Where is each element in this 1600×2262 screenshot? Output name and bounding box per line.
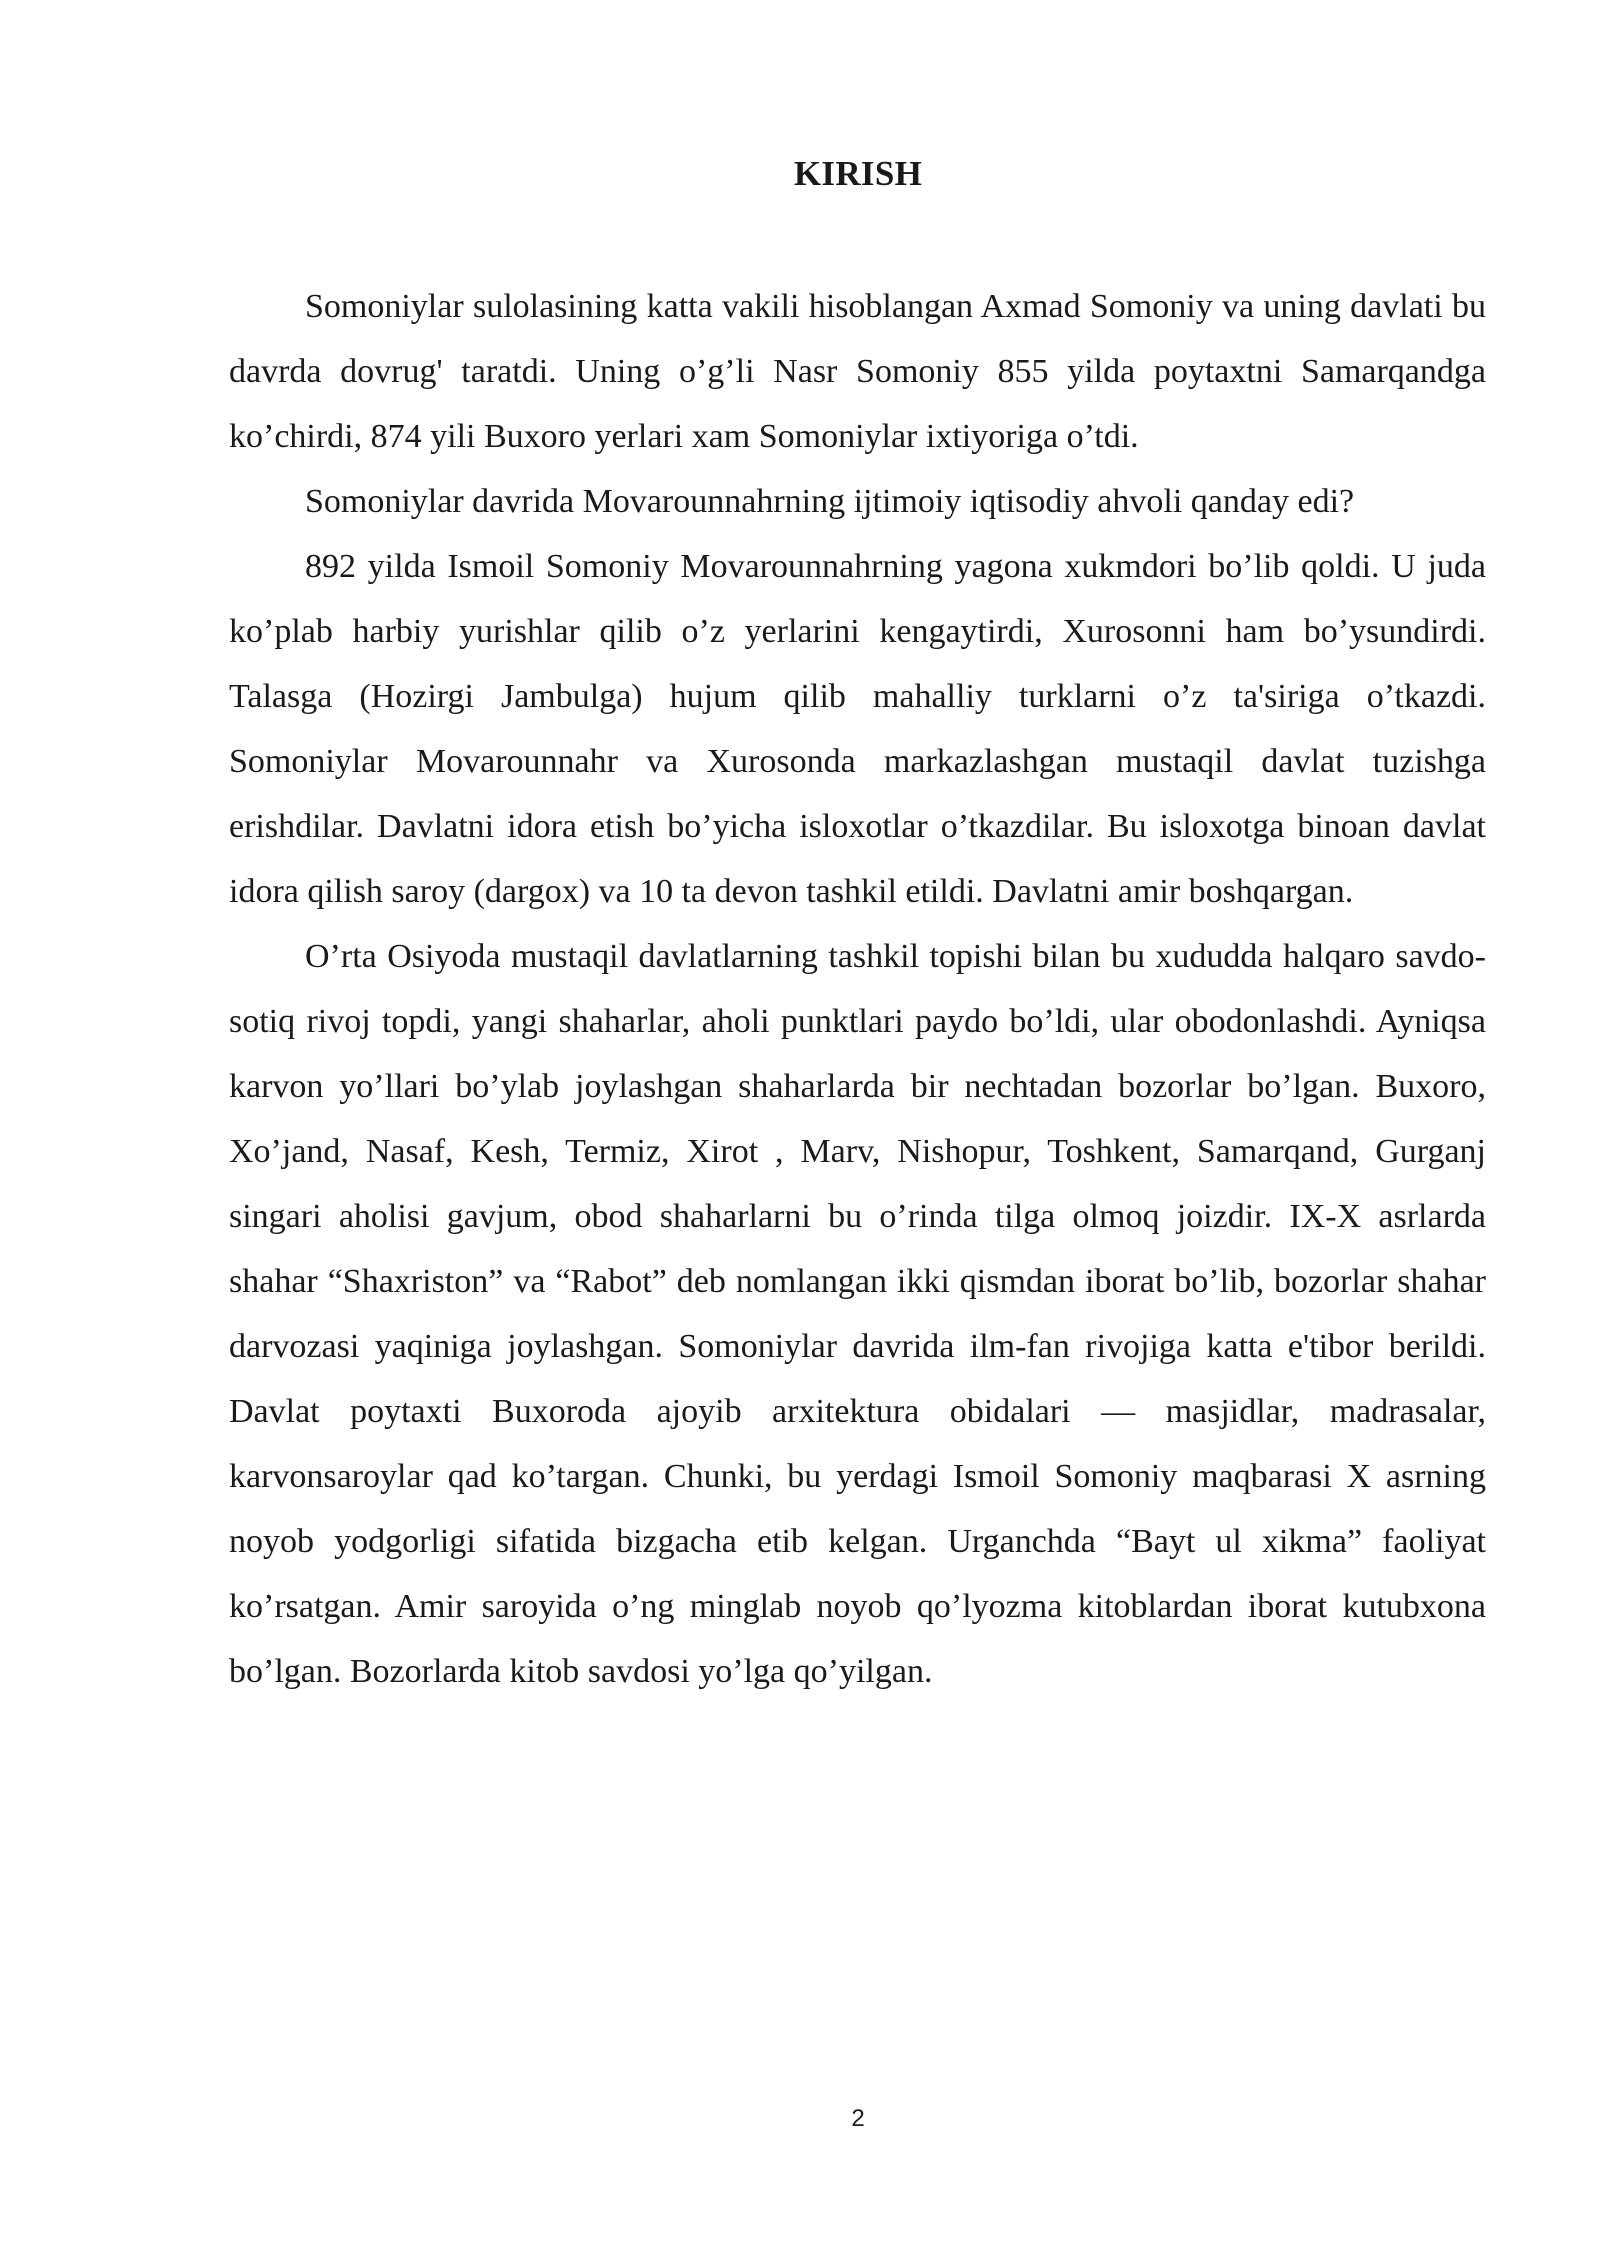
paragraph-3: 892 yilda Ismoil Somoniy Movarounnahrning yagona xukmdori bo’lib qoldi. U juda ko’plab harbiy yurishlar qilib o’z yerlarini kengaytirdi, Xurosonni ham bo’ysundirdi. Talasga (Hozirgi Jambulga) hujum qilib mahalliy turklarni o’z ta'siriga o’tkazdi. Somoniylar Movarounnahr va Xurosonda markazlashgan mustaqil davlat tuzishga erishdilar. Davlatni idora etish bo’yicha isloxotlar o’tkazdilar. Bu isloxotga binoan davlat idora qilish saroy (dargox) va 10 ta devon tashkil etildi. Davlatni amir boshqargan. [229,548,1486,910]
page-title: KIRISH [793,154,923,193]
document-body [229,274,1486,1704]
paragraph-4: O’rta Osiyoda mustaqil davlatlarning tashkil topishi bilan bu xududda halqaro savdo-sotiq rivoj topdi, yangi shaharlar, aholi punktlari paydo bo’ldi, ular obodonlashdi. Ayniqsa karvon yo’llari bo’ylab joylashgan shaharlarda bir nechtadan bozorlar bo’lgan. Buxoro, Xo’jand, Nasaf, Kesh, Termiz, Xirot , Marv, Nishopur, Toshkent, Samarqand, Gurganj singari aholisi gavjum, obod shaharlarni bu o’rinda tilga olmoq joizdir. IX-X asrlarda shahar “Shaxriston” va “Rabot” deb nomlangan ikki qismdan iborat bo’lib, bozorlar shahar darvozasi yaqiniga joylashgan. Somoniylar davrida ilm-fan rivojiga katta e'tibor berildi. Davlat poytaxti Buxoroda ajoyib arxitektura obidalari — masjidlar, madrasalar, karvonsaroylar qad ko’targan. Chunki, bu yerdagi Ismoil Somoniy maqbarasi X asrning noyob yodgorligi sifatida bizgacha etib kelgan. Urganchda “Bayt ul xikma” faoliyat ko’rsatgan. Amir saroyida o’ng minglab noyob qo’lyozma kitoblardan iborat kutubxona bo’lgan. Bozorlarda kitob savdosi yo’lga qo’yilgan. [229,938,1486,1690]
paragraph-2: Somoniylar davrida Movarounnahrning ijtimoiy iqtisodiy ahvoli qanday edi? [305,483,1355,520]
paragraph-1: Somoniylar sulolasining katta vakili hisoblangan Axmad Somoniy va uning davlati bu davrda dovrug' taratdi. Uning o’g’li Nasr Somoniy 855 yilda poytaxtni Samarqandga ko’chirdi, 874 yili Buxoro yerlari xam Somoniylar ixtiyoriga o’tdi. [229,288,1486,455]
page-number: 2 [851,2105,865,2132]
